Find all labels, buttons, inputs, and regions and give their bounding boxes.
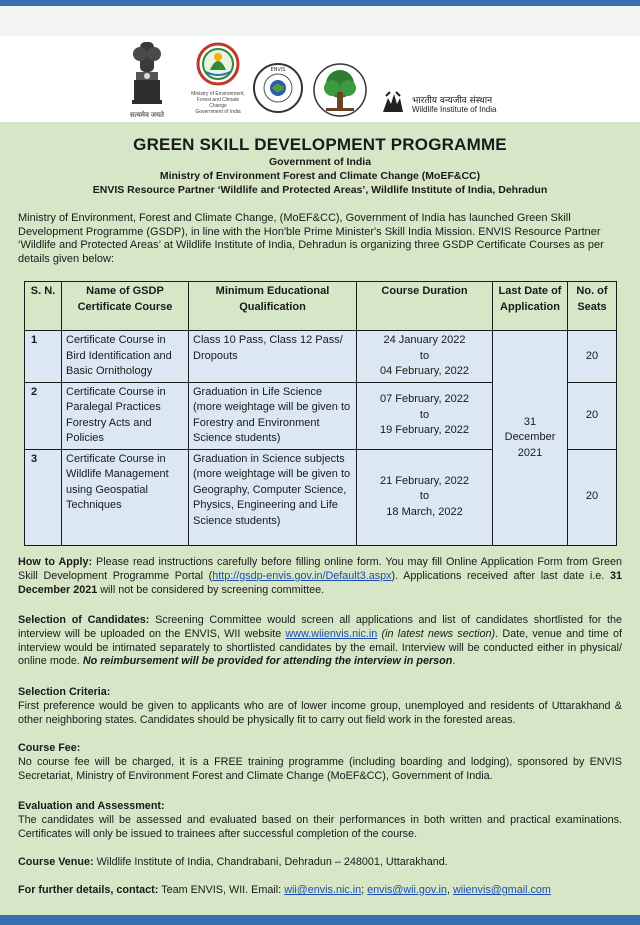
duration-end: 18 March, 2022 (386, 505, 463, 518)
subline-government: Government of India (268, 156, 372, 168)
email-link-2[interactable]: envis@wii.gov.in (367, 884, 447, 896)
row-sn: 3 (25, 449, 62, 545)
row-sn: 2 (25, 382, 62, 449)
header-qualification: Minimum Educational Qualification (189, 282, 357, 331)
row-duration (357, 331, 493, 383)
tree-logo (312, 62, 368, 118)
selection-note: (in latest news section) (381, 627, 496, 640)
gsdp-portal-link[interactable]: http://gsdp-envis.gov.in/Default3.aspx (212, 569, 392, 582)
row-qualification: Graduation in Science subjects (more weightage will be given to Geography, Computer Science, Physics, Engineering and Life Science students) (189, 449, 357, 545)
wii-logo (380, 90, 512, 120)
selection-label: Selection of Candidates: (18, 614, 150, 626)
subline-envis: ENVIS Resource Partner ‘Wildlife and Protected Areas’, Wildlife Institute of India, Dehradun (92, 184, 548, 196)
top-stripe (0, 0, 640, 6)
header-last-date: Last Date of Application (493, 282, 568, 331)
header-seats: No. of Seats (568, 282, 617, 331)
duration-end: 04 February, 2022 (379, 365, 470, 377)
row-qualification: Class 10 Pass, Class 12 Pass/ Dropouts (189, 331, 357, 383)
contact-text: Team ENVIS, WII. Email: (158, 884, 285, 896)
criteria-label: Selection Criteria: (18, 686, 111, 698)
bottom-bar (0, 915, 640, 925)
evaluation-text: The candidates will be assessed and evaluated based on their performances in both written and practical examinations. Certificates will only be issued to trainees after successful completion of the course. (18, 813, 622, 840)
last-date-cell (493, 331, 568, 546)
criteria-text: First preference would be given to applicants who are of lower income group, unemployed and residents of Uttarakhand & other neighboring states. Candidates should be physically fit to carry out field work in the forested areas. (18, 699, 622, 726)
svg-text:ENVIS: ENVIS (270, 67, 286, 73)
header-duration: Course Duration (357, 282, 493, 331)
header-sn: S. N. (25, 282, 62, 331)
duration-to: to (419, 349, 430, 362)
top-bar (0, 0, 640, 36)
selection-end: . (452, 655, 456, 668)
email-link-3[interactable]: wiienvis@gmail.com (452, 884, 551, 896)
evaluation-section (18, 800, 622, 841)
selection-section (18, 614, 622, 669)
wii-english-name: Wildlife Institute of India (412, 105, 497, 114)
how-to-apply-label: How to Apply: (18, 556, 93, 568)
row-course-name: Certificate Course in Paralegal Practices Forestry Acts and Policies (62, 382, 189, 449)
last-date-year: 2021 (517, 446, 543, 459)
duration-end: 19 February, 2022 (379, 424, 470, 437)
duration-to: to (419, 490, 430, 503)
how-to-apply-text-3: will not be considered by screening committee. (97, 583, 325, 596)
how-to-apply-text-2: ). Applications received after last date i.e. (391, 569, 610, 582)
page-title: GREEN SKILL DEVELOPMENT PROGRAMME (133, 135, 507, 154)
moefcc-logo (188, 42, 248, 120)
how-to-apply-section (18, 556, 622, 597)
selection-text: Screening Committee would screen all applications and list of candidates shortlisted for the interview will be uploaded on the ENVIS, WII website (18, 614, 622, 640)
table-row (25, 331, 617, 383)
fee-section (18, 742, 622, 783)
header-course-name: Name of GSDP Certificate Course (62, 282, 189, 331)
row-course-name: Certificate Course in Bird Identification and Basic Ornithology (62, 331, 189, 383)
logo-strip (0, 36, 640, 122)
subline-ministry: Ministry of Environment Forest and Climate Change (MoEF&CC) (159, 170, 481, 182)
wii-envis-website-link[interactable]: www.wiienvis.nic.in (285, 627, 378, 640)
duration-to: to (419, 408, 430, 421)
moefcc-caption2: Government of India (195, 109, 241, 115)
moefcc-caption: Ministry of Environment, Forest and Climate Change (191, 91, 245, 109)
last-date-day: 31 (523, 415, 537, 428)
emblem-caption: सत्यमेव जयते (129, 112, 165, 119)
contact-label: For further details, contact: (18, 884, 159, 896)
row-course-name: Certificate Course in Wildlife Management using Geospatial Techniques (62, 449, 189, 545)
no-reimbursement-note: No reimbursement will be provided for attending the interview in person (82, 655, 453, 668)
wii-hindi-name: भारतीय वन्यजीव संस्थान (412, 96, 493, 106)
duration-start: 07 February, 2022 (379, 393, 470, 406)
row-seats: 20 (568, 331, 617, 383)
row-sn: 1 (25, 331, 62, 383)
table-header-row (25, 282, 617, 331)
courses-table (24, 281, 617, 546)
row-qualification: Graduation in Life Science (more weightage will be given to Forestry and Environment Science students) (189, 382, 357, 449)
last-date-month: December (504, 431, 556, 443)
duration-start: 24 January 2022 (383, 334, 466, 346)
duration-start: 21 February, 2022 (379, 474, 470, 487)
evaluation-label: Evaluation and Assessment: (18, 800, 165, 812)
venue-section (18, 856, 622, 870)
row-duration (357, 449, 493, 545)
separator: , (446, 884, 453, 896)
contact-section (18, 884, 622, 898)
venue-text: Wildlife Institute of India, Chandrabani, Dehradun – 248001, Uttarakhand. (93, 856, 448, 868)
venue-label: Course Venue: (18, 856, 94, 868)
fee-text: No course fee will be charged, it is a FREE training programme (including boarding and lodging), sponsored by ENVIS Secretariat, Ministry of Environment Forest and Climate Change (MoEF&CC), Government of India. (18, 755, 622, 782)
deadline-date: 31 December 2021 (18, 569, 622, 596)
selection-text-2: . Date, venue and time of interview would be intimated separately to shortlisted candidates by the email. Interview will be conducted either in physical/ online mode. (18, 627, 622, 668)
criteria-section (18, 686, 622, 727)
separator: ; (361, 884, 368, 896)
envis-logo (252, 62, 304, 114)
fee-label: Course Fee: (18, 742, 81, 754)
email-link-1[interactable]: wii@envis.nic.in (284, 884, 362, 896)
national-emblem-logo (128, 40, 166, 120)
intro-paragraph: Ministry of Environment, Forest and Climate Change, (MoEF&CC), Government of India has launched Green Skill Development Programme (GSDP), in line with the Hon'ble Prime Minister's Skill India Mission. ENVIS Resource Partner ‘Wildlife and Protected Areas’ at Wildlife Institute of India, Dehradun is organizing three GSDP Certificate Courses as per details given below: (18, 212, 604, 265)
row-seats: 20 (568, 449, 617, 545)
how-to-apply-text: Please read instructions carefully before filling online form. You may fill Online Application Form from Green Skill Development Programme Portal ( (18, 556, 623, 582)
row-seats: 20 (568, 382, 617, 449)
row-duration (357, 382, 493, 449)
